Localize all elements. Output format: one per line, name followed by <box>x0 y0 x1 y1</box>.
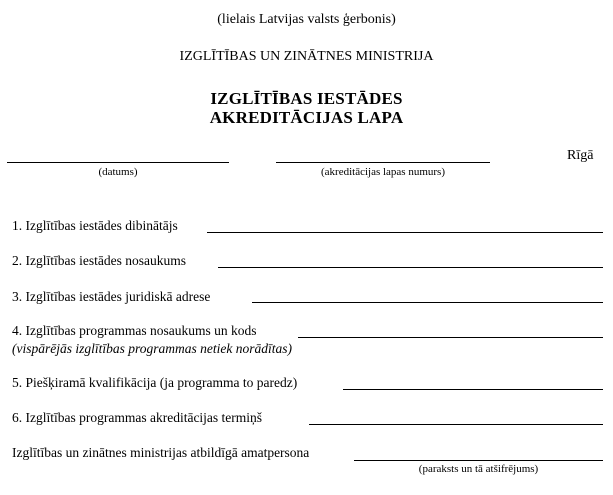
field-legal-address-line[interactable] <box>252 302 603 303</box>
field-programme-name-line[interactable] <box>298 337 603 338</box>
field-programme-name-note: (vispārējās izglītības programmas netiek norādītas) <box>12 341 292 356</box>
field-legal-address-label: 3. Izglītības iestādes juridiskā adrese <box>12 289 211 304</box>
ministry-name: IZGLĪTĪBAS UN ZINĀTNES MINISTRIJA <box>179 49 434 64</box>
field-founder-label: 1. Izglītības iestādes dibinātājs <box>12 218 178 233</box>
document-title-line-2: AKREDITĀCIJAS LAPA <box>209 108 404 127</box>
document-title-line-1: IZGLĪTĪBAS IESTĀDES <box>210 89 403 108</box>
field-programme-name-label: 4. Izglītības programmas nosaukums un kods <box>12 323 257 338</box>
accreditation-number-line[interactable] <box>276 162 490 163</box>
field-qualification-label: 5. Piešķiramā kvalifikācija (ja programma to paredz) <box>12 375 298 390</box>
field-institution-name-line[interactable] <box>218 267 603 268</box>
field-qualification-line[interactable] <box>343 389 603 390</box>
signature-line[interactable] <box>354 460 603 461</box>
signature-label: Izglītības un zinātnes ministrijas atbildīgā amatpersona <box>12 445 310 460</box>
field-accreditation-term-label: 6. Izglītības programmas akreditācijas termiņš <box>12 410 263 425</box>
city-label: Rīgā <box>567 148 594 163</box>
accreditation-number-caption: (akreditācijas lapas numurs) <box>320 166 445 178</box>
field-founder-line[interactable] <box>207 232 603 233</box>
coat-of-arms-note: (lielais Latvijas valsts ģerbonis) <box>217 12 396 27</box>
signature-caption: (paraksts un tā atšifrējums) <box>418 463 539 475</box>
date-caption: (datums) <box>98 166 138 178</box>
field-accreditation-term-line[interactable] <box>309 424 603 425</box>
date-line[interactable] <box>7 162 229 163</box>
field-institution-name-label: 2. Izglītības iestādes nosaukums <box>12 253 186 268</box>
